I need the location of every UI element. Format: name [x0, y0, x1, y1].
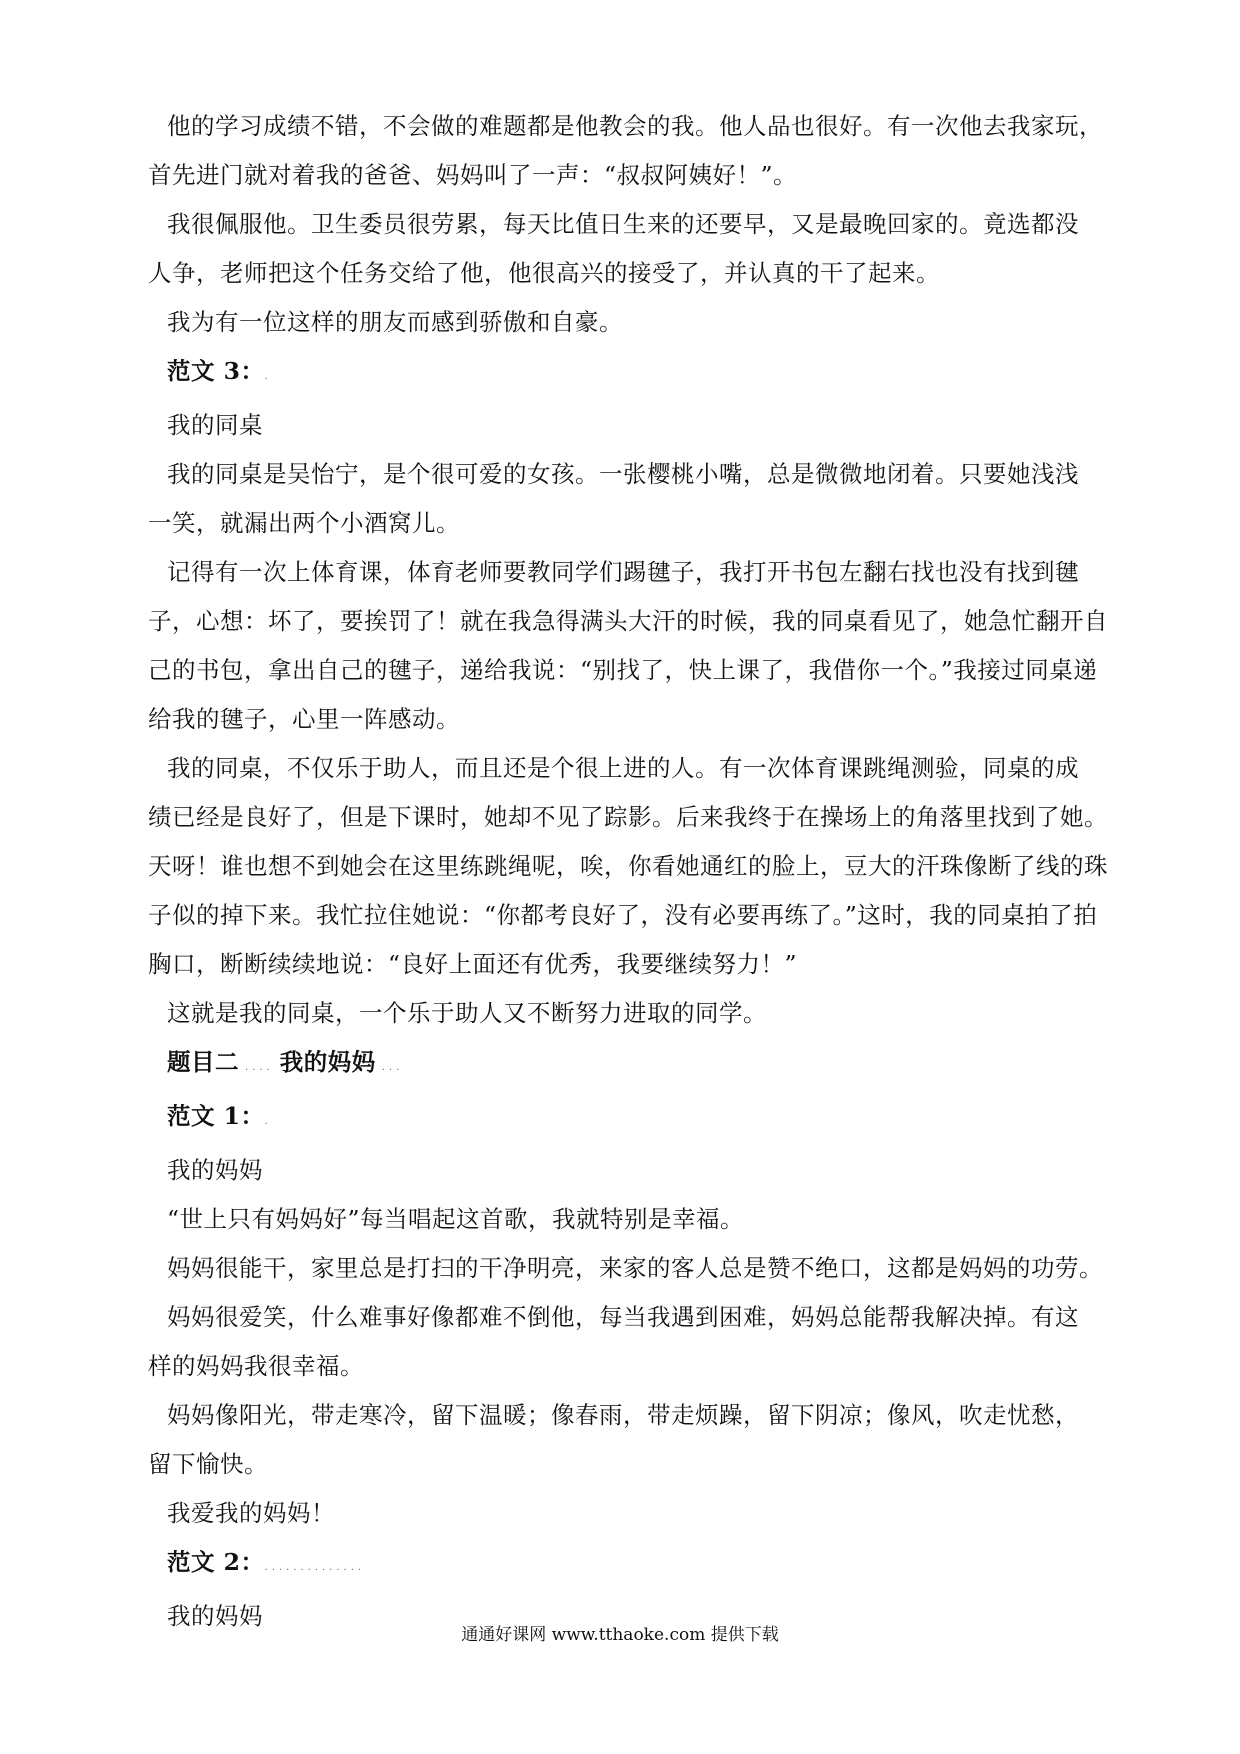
paragraph-line: 样的妈妈我很幸福。: [148, 1352, 364, 1380]
paragraph-line: 给我的毽子，心里一阵感动。: [148, 705, 460, 733]
paragraph-line: “世上只有妈妈好”每当唱起这首歌，我就特别是幸福。: [167, 1205, 745, 1233]
essay1-heading-text: 范文 1：: [167, 1102, 265, 1130]
paragraph-line: 人争，老师把这个任务交给了他，他很高兴的接受了，并认真的干了起来。: [148, 259, 940, 287]
essay2-heading-dots: ..............: [264, 1562, 366, 1573]
paragraph-line: 妈妈像阳光，带走寒冷，留下温暖；像春雨，带走烦躁，留下阴凉；像风，吹走忧愁，: [167, 1401, 1079, 1429]
essay3-heading-dots: .: [264, 371, 272, 382]
paragraph-line: 己的书包，拿出自己的毽子，递给我说：“别找了，快上课了，我借你一个。”我接过同桌递: [148, 656, 1098, 684]
paragraph-line: 这就是我的同桌，一个乐于助人又不断努力进取的同学。: [167, 999, 767, 1027]
essay3-title: 我的同桌: [167, 411, 263, 439]
essay1-heading: [148, 1092, 1128, 1146]
essay2-heading-text: 范文 2：: [167, 1548, 265, 1576]
paragraph-line: 子，心想：坏了，要挨罚了！就在我急得满头大汗的时候，我的同桌看见了，她急忙翻开自: [148, 607, 1108, 635]
topic2-title-dots: ...: [381, 1062, 404, 1073]
paragraph-line: 绩已经是良好了，但是下课时，她却不见了踪影。后来我终于在操场上的角落里找到了她。: [148, 803, 1108, 831]
paragraph-line: 一笑，就漏出两个小酒窝儿。: [148, 509, 460, 537]
paragraph-line: 我很佩服他。卫生委员很劳累，每天比值日生来的还要早，又是最晚回家的。竟选都没: [167, 210, 1079, 238]
document-page: [148, 102, 1128, 1641]
paragraph-line: 记得有一次上体育课，体育老师要教同学们踢毽子，我打开书包左翻右找也没有找到毽: [167, 558, 1079, 586]
essay3-heading-text: 范文 3：: [167, 357, 265, 385]
page-footer: 通通好课网 www.tthaoke.com 提供下载: [461, 1625, 779, 1645]
essay1-heading-dots: .: [264, 1116, 272, 1127]
topic2-label: 题目二: [167, 1048, 239, 1076]
paragraph-line: 他的学习成绩不错，不会做的难题都是他教会的我。他人品也很好。有一次他去我家玩，: [167, 112, 1103, 140]
paragraph-line: 妈妈很爱笑，什么难事好像都难不倒他，每当我遇到困难，妈妈总能帮我解决掉。有这: [167, 1303, 1079, 1331]
topic2-title: 我的妈妈: [279, 1048, 376, 1076]
essay1-title: 我的妈妈: [167, 1156, 263, 1184]
essay3-heading: [148, 347, 1128, 401]
paragraph-line: 我为有一位这样的朋友而感到骄傲和自豪。: [167, 308, 623, 336]
paragraph-line: 胸口，断断续续地说：“良好上面还有优秀，我要继续努力！”: [148, 950, 798, 978]
essay2-title: 我的妈妈: [167, 1602, 263, 1630]
topic2-heading: [148, 1038, 1128, 1092]
paragraph-line: 天呀！谁也想不到她会在这里练跳绳呢，唉，你看她通红的脸上，豆大的汗珠像断了线的珠: [148, 852, 1108, 880]
paragraph-line: 我的同桌，不仅乐于助人，而且还是个很上进的人。有一次体育课跳绳测验，同桌的成: [167, 754, 1079, 782]
essay2-heading: [148, 1538, 1128, 1592]
paragraph-line: 我爱我的妈妈！: [167, 1499, 335, 1527]
paragraph-line: 留下愉快。: [148, 1450, 268, 1478]
paragraph-line: 子似的掉下来。我忙拉住她说：“你都考良好了，没有必要再练了。”这时，我的同桌拍了拍: [148, 901, 1098, 929]
paragraph-line: 首先进门就对着我的爸爸、妈妈叫了一声：“叔叔阿姨好！”。: [148, 161, 798, 189]
paragraph-line: 我的同桌是吴怡宁，是个很可爱的女孩。一张樱桃小嘴，总是微微地闭着。只要她浅浅: [167, 460, 1079, 488]
paragraph-line: 妈妈很能干，家里总是打扫的干净明亮，来家的客人总是赞不绝口，这都是妈妈的功劳。: [167, 1254, 1103, 1282]
topic2-label-dots: ....: [245, 1062, 274, 1073]
